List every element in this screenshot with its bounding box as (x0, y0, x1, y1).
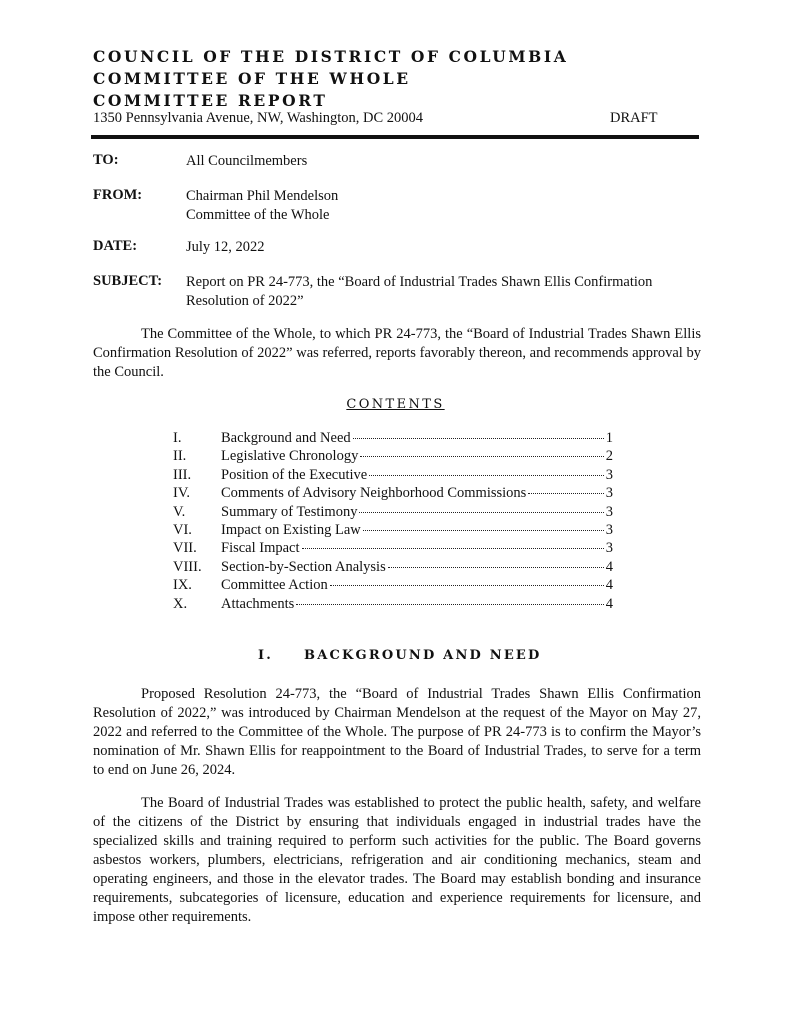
council-address: 1350 Pennsylvania Avenue, NW, Washington, DC 20004 (93, 110, 424, 126)
toc-entry-page: 1 (605, 430, 613, 446)
toc-entry-number: VIII. (173, 558, 202, 575)
header-rule (91, 135, 699, 139)
to-value: All Councilmembers (186, 153, 308, 169)
toc-entry-title: Committee Action (221, 577, 328, 594)
toc-entry-title: Background and Need (221, 430, 351, 446)
toc-entry (173, 430, 613, 448)
toc-entry-title: Fiscal Impact (221, 540, 300, 557)
toc-entry (173, 448, 613, 466)
subject-value: Report on PR 24-773, the “Board of Industrial Trades Shawn Ellis Confirmation Resolution of 2022” (186, 274, 653, 309)
from-label: FROM: (93, 187, 143, 203)
toc-leader-dots (359, 512, 603, 513)
background-paragraph-2: The Board of Industrial Trades was established to protect the public health, safety, and welfare of the citizens of the District by ensuring that individuals engaged in industrial trades have the specialized skills and training required to perform such activities for the public. The Board governs asbestos workers, plumbers, electricians, refrigeration and air conditioning mechanics, steam and operating engineers, and those in the elevator trades. The Board may establish bonding and insurance requirements, subcategories of licensure, education and experience requirements for licensure, and impose other requirements. (93, 795, 701, 925)
toc-entry (173, 540, 613, 558)
toc-entry (173, 485, 613, 503)
toc-leader-dots (302, 548, 604, 549)
toc-entry-number: I. (173, 430, 182, 446)
toc-leader-dots (330, 585, 604, 586)
toc-entry-title: Attachments (221, 595, 295, 612)
toc-entry-number: VI. (173, 521, 192, 538)
date-value: July 12, 2022 (186, 239, 265, 255)
toc-entry-title: Comments of Advisory Neighborhood Commissions (221, 485, 527, 502)
committee-title: COMMITTEE OF THE WHOLE (93, 69, 411, 88)
toc-entry-number: V. (173, 503, 186, 520)
from-value-name: Chairman Phil Mendelson (186, 188, 339, 204)
toc-entry (173, 522, 613, 540)
toc-entry (173, 467, 613, 485)
toc-leader-dots (528, 493, 603, 494)
toc-entry-page: 3 (605, 521, 613, 538)
background-paragraph-1: Proposed Resolution 24-773, the “Board of Industrial Trades Shawn Ellis Confirmation Resolution of 2022,” was introduced by Chairman Mendelson at the request of the Mayor on May 27, 2022 and referred to the Committee of the Whole. The purpose of PR 24-773 is to confirm the Mayor’s nomination of Mr. Shawn Ellis for reappointment to the Board of Industrial Trades, to serve for a term to end on June 26, 2024. (93, 686, 701, 778)
draft-label: DRAFT (610, 110, 658, 126)
contents-heading: CONTENTS (346, 397, 445, 412)
toc-entry-number: IX. (173, 577, 192, 594)
toc-leader-dots (388, 567, 604, 568)
toc-entry-number: III. (173, 466, 192, 483)
toc-leader-dots (296, 604, 603, 605)
toc-leader-dots (353, 438, 604, 439)
to-label: TO: (93, 152, 119, 168)
toc-entry-number: X. (173, 595, 188, 612)
council-title: COUNCIL OF THE DISTRICT OF COLUMBIA (93, 47, 569, 66)
toc-leader-dots (363, 530, 604, 531)
toc-entry-page: 3 (605, 503, 613, 520)
toc-entry-number: VII. (173, 540, 197, 557)
toc-entry (173, 559, 613, 577)
toc-entry-page: 4 (605, 595, 613, 612)
toc-entry (173, 504, 613, 522)
section-number: I. (258, 648, 274, 663)
toc-entry-number: II. (173, 448, 187, 465)
toc-entry-page: 4 (605, 558, 613, 575)
toc-entry-page: 2 (605, 448, 613, 465)
section-heading (258, 648, 542, 663)
toc-entry-title: Impact on Existing Law (221, 521, 361, 538)
subject-label: SUBJECT: (93, 273, 163, 289)
date-label: DATE: (93, 238, 138, 254)
table-of-contents (173, 430, 613, 614)
toc-entry-page: 3 (605, 540, 613, 557)
toc-entry-page: 3 (605, 485, 613, 502)
toc-leader-dots (369, 475, 604, 476)
intro-paragraph: The Committee of the Whole, to which PR 24-773, the “Board of Industrial Trades Shawn Ellis Confirmation Resolution of 2022” was referred, reports favorably thereon, and recommends approval by the Council. (93, 326, 701, 380)
report-title: COMMITTEE REPORT (93, 91, 328, 110)
toc-entry (173, 596, 613, 614)
toc-entry-page: 3 (605, 466, 613, 483)
from-value-committee: Committee of the Whole (186, 207, 330, 223)
toc-entry (173, 577, 613, 595)
toc-entry-title: Position of the Executive (221, 466, 368, 483)
toc-entry-page: 4 (605, 577, 613, 594)
toc-entry-title: Section-by-Section Analysis (221, 558, 386, 575)
toc-leader-dots (360, 456, 603, 457)
toc-entry-title: Legislative Chronology (221, 448, 359, 465)
section-title: BACKGROUND AND NEED (304, 648, 542, 663)
toc-entry-title: Summary of Testimony (221, 503, 358, 520)
toc-entry-number: IV. (173, 485, 191, 502)
